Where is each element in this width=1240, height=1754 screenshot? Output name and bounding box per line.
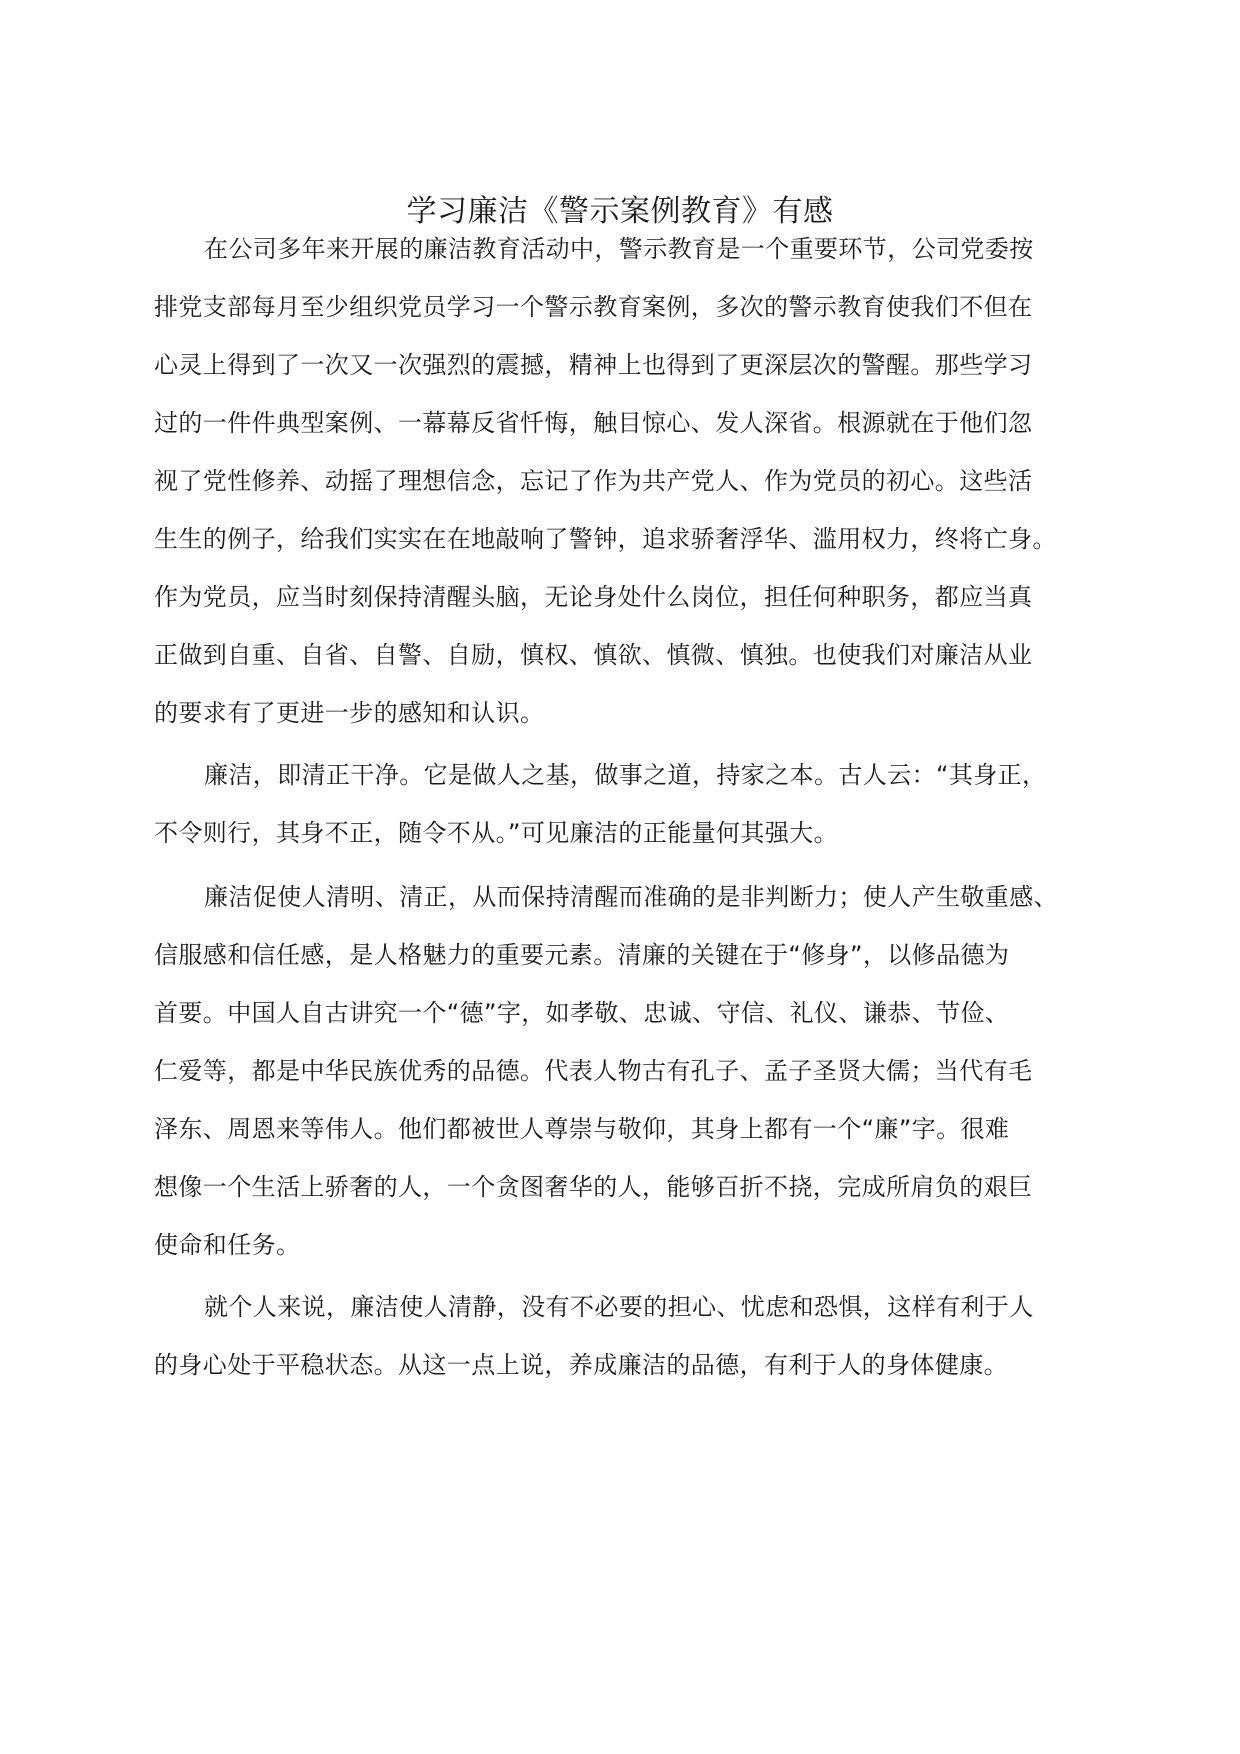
paragraph-line: 视了党性修养、动摇了理想信念，忘记了作为共产党人、作为党员的初心。这些活 — [154, 467, 1033, 495]
paragraph-line: 作为党员，应当时刻保持清醒头脑，无论身处什么岗位，担任何种职务，都应当真 — [154, 583, 1033, 611]
paragraph-line: 首要。中国人自古讲究一个“德”字，如孝敬、忠诚、守信、礼仪、谦恭、节俭、 — [154, 999, 1010, 1027]
paragraph-line: 使命和任务。 — [154, 1231, 301, 1259]
paragraph-line: 的身心处于平稳状态。从这一点上说，养成廉洁的品德，有利于人的身体健康。 — [154, 1351, 1008, 1379]
paragraph-line: 就个人来说，廉洁使人清静，没有不必要的担心、忧虑和恐惧，这样有利于人 — [204, 1293, 1034, 1321]
paragraph-line: 信服感和信任感，是人格魅力的重要元素。清廉的关键在于“修身”，以修品德为 — [154, 941, 1010, 969]
paragraph-line: 在公司多年来开展的廉洁教育活动中，警示教育是一个重要环节，公司党委按 — [204, 235, 1034, 263]
paragraph-line: 生生的例子，给我们实实在在地敲响了警钟，追求骄奢浮华、滥用权力，终将亡身。 — [154, 525, 1057, 553]
paragraph-line: 的要求有了更进一步的感知和认识。 — [154, 699, 545, 727]
paragraph-line: 廉洁，即清正干净。它是做人之基，做事之道，持家之本。古人云：“其身正， — [204, 761, 1047, 789]
paragraph-line: 正做到自重、自省、自警、自励，慎权、慎欲、慎微、慎独。也使我们对廉洁从业 — [154, 641, 1033, 669]
paragraph-line: 廉洁促使人清明、清正，从而保持清醒而准确的是非判断力；使人产生敬重感、 — [204, 883, 1058, 911]
document-title: 学习廉洁《警示案例教育》有感 — [406, 194, 834, 229]
paragraph-line: 不令则行，其身不正，随令不从。”可见廉洁的正能量何其强大。 — [154, 819, 839, 847]
paragraph-line: 仁爱等，都是中华民族优秀的品德。代表人物古有孔子、孟子圣贤大儒；当代有毛 — [154, 1057, 1033, 1085]
paragraph-line: 泽东、周恩来等伟人。他们都被世人尊崇与敬仰，其身上都有一个“廉”字。很难 — [154, 1115, 1010, 1143]
paragraph-line: 过的一件件典型案例、一幕幕反省忏悔，触目惊心、发人深省。根源就在于他们忽 — [154, 409, 1033, 437]
paragraph-line: 心灵上得到了一次又一次强烈的震撼，精神上也得到了更深层次的警醒。那些学习 — [154, 351, 1033, 379]
paragraph-line: 排党支部每月至少组织党员学习一个警示教育案例，多次的警示教育使我们不但在 — [154, 293, 1033, 321]
paragraph-line: 想像一个生活上骄奢的人，一个贪图奢华的人，能够百折不挠，完成所肩负的艰巨 — [154, 1173, 1033, 1201]
